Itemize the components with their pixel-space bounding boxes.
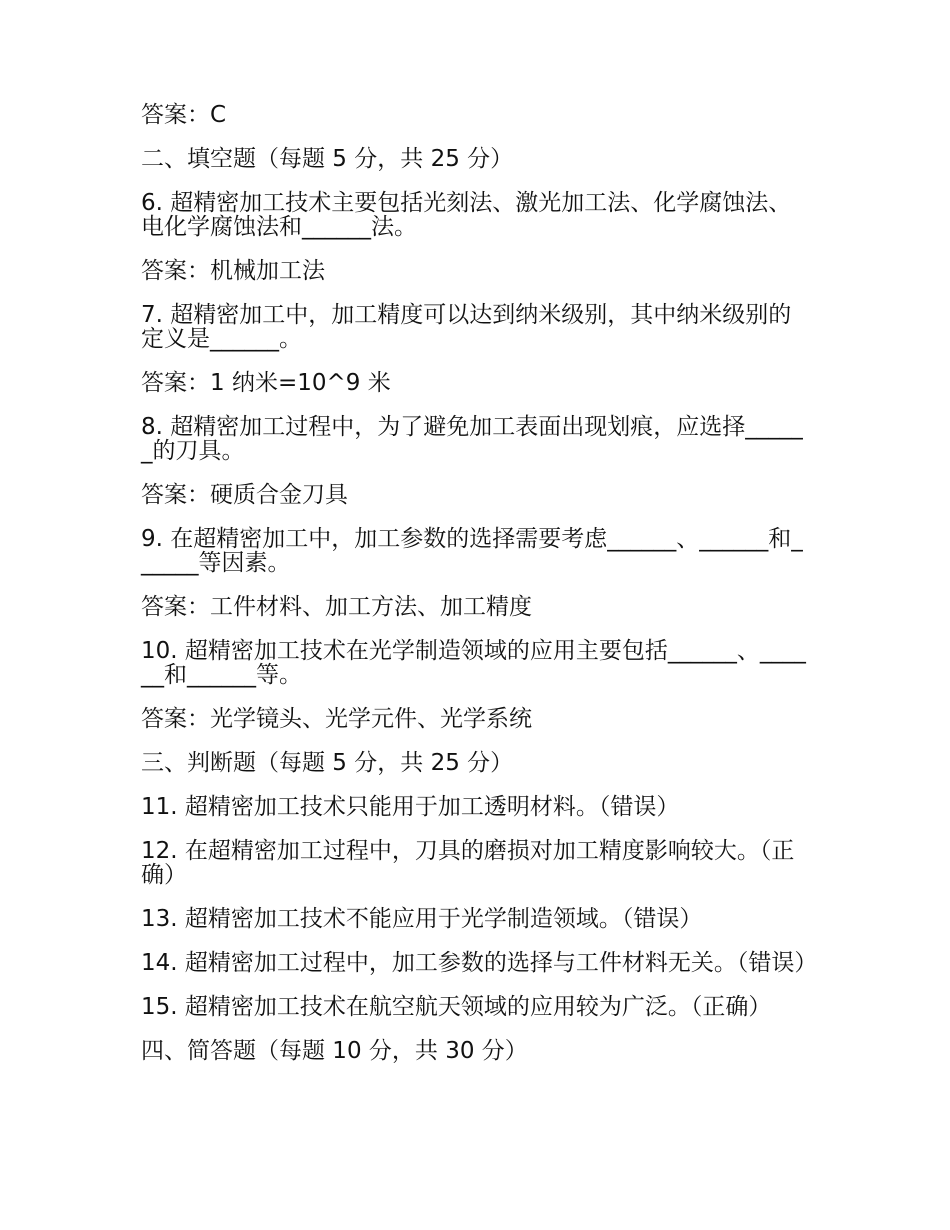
answer-9: 答案：工件材料、加工方法、加工精度 bbox=[141, 594, 532, 620]
question-6: 6. 超精密加工技术主要包括光刻法、激光加工法、化学腐蚀法、电化学腐蚀法和______法。 bbox=[141, 190, 792, 240]
section-heading-short-answer: 四、简答题（每题 10 分，共 30 分） bbox=[141, 1038, 528, 1064]
section-heading-true-false: 三、判断题（每题 5 分，共 25 分） bbox=[141, 750, 514, 776]
question-9: 9. 在超精密加工中，加工参数的选择需要考虑______、______和______等因素。 bbox=[141, 526, 803, 576]
section-heading-fill-in-blank: 二、填空题（每题 5 分，共 25 分） bbox=[141, 146, 514, 172]
answer-7: 答案：1 纳米=10^9 米 bbox=[141, 370, 391, 396]
question-13: 13. 超精密加工技术不能应用于光学制造领域。（错误） bbox=[141, 906, 703, 932]
question-12: 12. 在超精密加工过程中，刀具的磨损对加工精度影响较大。（正确） bbox=[141, 838, 795, 888]
question-15: 15. 超精密加工技术在航空航天领域的应用较为广泛。（正确） bbox=[141, 994, 772, 1020]
answer-8: 答案：硬质合金刀具 bbox=[141, 482, 348, 508]
answer-line: 答案：C bbox=[141, 102, 227, 128]
question-11: 11. 超精密加工技术只能用于加工透明材料。（错误） bbox=[141, 794, 680, 820]
question-14: 14. 超精密加工过程中，加工参数的选择与工件材料无关。（错误） bbox=[141, 950, 818, 976]
document-body bbox=[141, 102, 818, 1083]
answer-10: 答案：光学镜头、光学元件、光学系统 bbox=[141, 706, 532, 732]
question-8: 8. 超精密加工过程中，为了避免加工表面出现划痕，应选择______的刀具。 bbox=[141, 414, 803, 464]
question-7: 7. 超精密加工中，加工精度可以达到纳米级别，其中纳米级别的定义是______。 bbox=[141, 302, 792, 352]
answer-6: 答案：机械加工法 bbox=[141, 258, 325, 284]
question-10: 10. 超精密加工技术在光学制造领域的应用主要包括______、______和______等。 bbox=[141, 638, 806, 688]
